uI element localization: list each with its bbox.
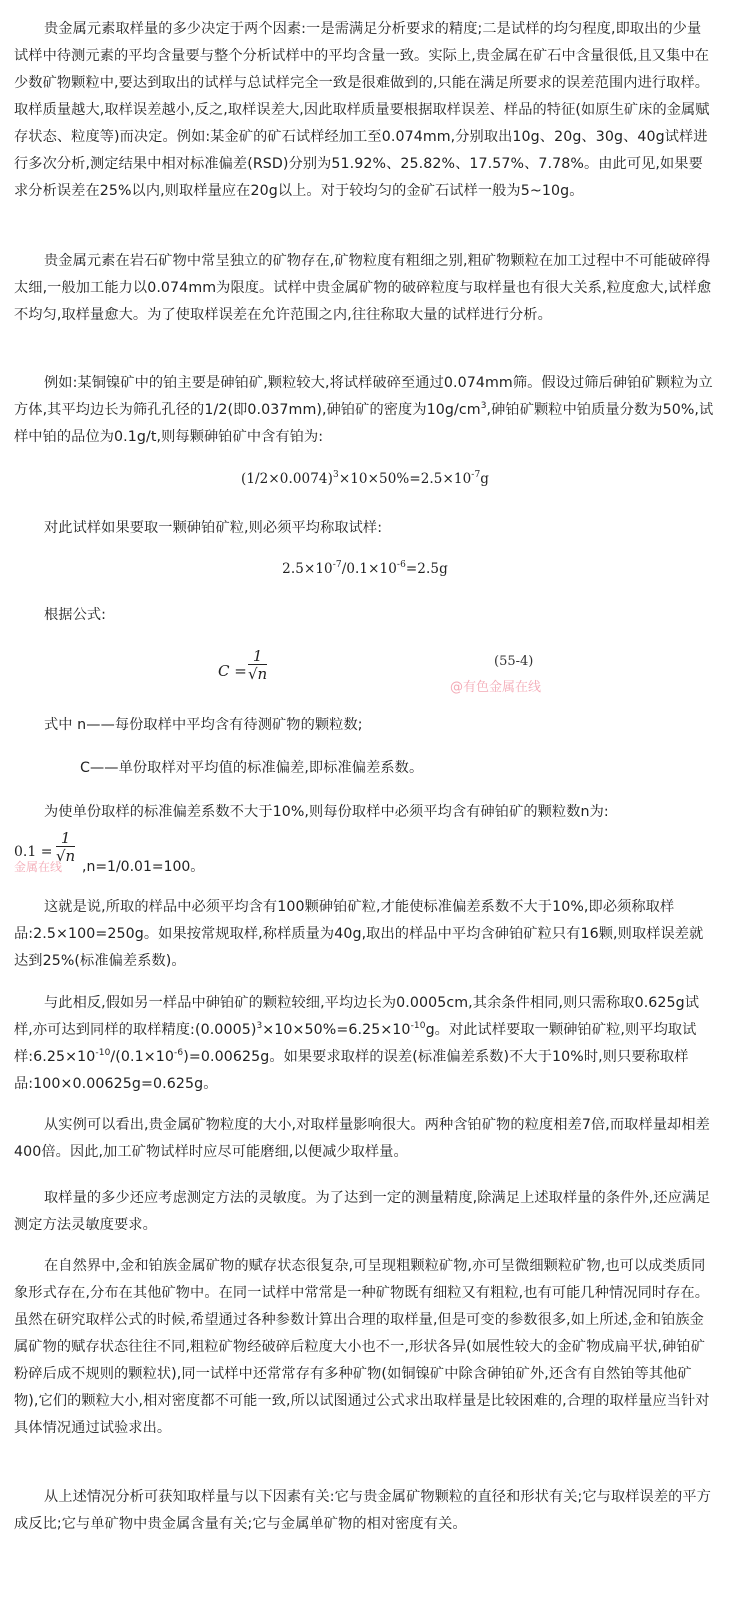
fraction-denominator: √n — [56, 847, 76, 865]
paragraph-formula-intro: 根据公式: — [44, 607, 107, 623]
paragraph-sampling-factors: 贵金属元素取样量的多少决定于两个因素:一是需满足分析要求的精度;二是试样的均匀程度,即取出的少量试样中待测元素的平均含量要与整个分析试样中的平均含量一致。实际上,贵金属在矿石中含量很低,且又集中在少数矿物颗粒中,要达到取出的试样与总试样完全一致是很难做到的,只能在满足所要求的误差范围内进行取样。取样质量越大,取样误差越小,反之,取样误差大,因此取样质量要根据取样误差、样品的特征(如原生矿床的金属赋存状态、粒度等)而决定。例如:某金矿的矿石试样经加工至0.074mm,分别取出10g、20g、30g、40g试样进行多次分析,测定结果中相对标准偏差(RSD)分别为51.92%、25.82%、17.57%、7.78%。由此可见,如果要求分析误差在25%以内,则取样量应在20g以上。对于较均匀的金矿石试样一般为5~10g。 — [14, 21, 710, 199]
fraction-denominator: √n — [248, 665, 268, 683]
formula-rhs: ,n=1/0.01=100。 — [82, 859, 205, 875]
formula-part: =2.5g — [405, 561, 448, 577]
text-segment: ,砷铂矿颗粒中铂质量分数为50%,试样中铂的品位为0.1g/t,则每颗砷铂矿中含有铂为: — [14, 402, 714, 445]
formula-lhs: C = — [218, 662, 247, 680]
paragraph-sample-per-grain: 对此试样如果要取一颗砷铂矿粒,则必须平均称取试样: — [44, 520, 383, 536]
fraction-one-over-root-n — [248, 648, 267, 683]
fraction-numerator: 1 — [248, 648, 267, 665]
formula-55-4 — [218, 648, 598, 698]
formula-platinum-mass — [0, 466, 730, 493]
paragraph-natural-occurrence: 在自然界中,金和铂族金属矿物的赋存状态很复杂,可呈现粗颗粒矿物,亦可呈微细颗粒矿物,也可以成类质同象形式存在,分布在其他矿物中。在同一试样中常常是一种矿物既有细粒又有粗粒,也有可能几种情况同时存在。虽然在研究取样公式的时候,希望通过各种参数计算出合理的取样量,但是可变的参数很多,如上所述,金和铂族金属矿物的赋存状态往往不同,粗粒矿物经破碎后粒度大小也不一,形状各异(如展性较大的金矿物成扁平状,砷铂矿粉碎后成不规则的颗粒状),同一试样中还常常存有多种矿物(如铜镍矿中除含砷铂矿外,还含有自然铂等其他矿物),它们的颗粒大小,相对密度都不可能一致,所以试图通过公式求出取样量是比较困难的,合理的取样量应当针对具体情况通过试验求出。 — [14, 1258, 710, 1436]
formula-part: (1/2×0.0074) — [240, 471, 333, 487]
superscript: -10 — [410, 1021, 426, 1031]
paragraph-conclusion-granularity: 从实例可以看出,贵金属矿物粒度的大小,对取样量影响很大。两种含铂矿物的粒度相差7倍,而取样量却相差400倍。因此,加工矿物试样时应尽可能磨细,以便减少取样量。 — [14, 1117, 710, 1160]
paragraph-example-copper-nickel — [14, 370, 714, 451]
formula-n-100 — [14, 830, 314, 880]
superscript: 3 — [480, 401, 487, 411]
text-segment: 与此相反,假如另一样品中砷铂矿的颗粒较细,平均边长为0.0005cm,其余条件相同,则只需称取0.625g试样,亦可达到同样的取样精度:(0.0005) — [14, 995, 700, 1038]
fraction-numerator: 1 — [56, 830, 75, 847]
formula-part: g — [480, 471, 490, 487]
definition-n: 式中 n——每份取样中平均含有待测矿物的颗粒数; — [44, 717, 363, 733]
text-segment: ×10×50%=6.25×10 — [262, 1022, 411, 1038]
paragraph-sensitivity: 取样量的多少还应考虑测定方法的灵敏度。为了达到一定的测量精度,除满足上述取样量的条件外,还应满足测定方法灵敏度要求。 — [14, 1190, 711, 1233]
formula-sample-mass — [0, 556, 730, 583]
definition-c: C——单份取样对平均值的标准偏差,即标准偏差系数。 — [80, 760, 424, 776]
text-segment: 例如:某铜镍矿中的铂主要是砷铂矿,颗粒较大,将试样破碎至通过0.074mm筛。假设过筛后砷铂矿颗粒为立方体,其平均边长为筛孔孔径的1/2(即0.037mm),砷铂矿的密度为10g/cm — [14, 375, 713, 418]
superscript: -7 — [471, 470, 481, 480]
formula-part: 2.5×10 — [282, 561, 333, 577]
text-segment: )=0.00625g。如果要求取样的误差(标准偏差系数)不大于10%时,则只要称取样品:100×0.00625g=0.625g。 — [14, 1049, 689, 1092]
text-segment: /(0.1×10 — [110, 1049, 175, 1065]
formula-lhs: 0.1 = — [14, 844, 53, 860]
text-segment: g。对此试样要取一颗砷铂矿粒,则平均取试样:6.25×10 — [14, 1022, 697, 1065]
paragraph-summary-factors: 从上述情况分析可获知取样量与以下因素有关:它与贵金属矿物颗粒的直径和形状有关;它与取样误差的平方成反比;它与单矿物中贵金属含量有关;它与金属单矿物的相对密度有关。 — [14, 1489, 711, 1532]
watermark: 金属在线 — [14, 860, 63, 874]
superscript: 3 — [332, 470, 339, 480]
paragraph-grain-count: 为使单份取样的标准偏差系数不大于10%,则每份取样中必须平均含有砷铂矿的颗粒数n为: — [44, 804, 609, 820]
superscript: -7 — [332, 560, 342, 570]
equation-number: (55-4) — [494, 654, 534, 669]
superscript: 3 — [256, 1021, 263, 1031]
formula-part: ×10×50%=2.5×10 — [338, 471, 472, 487]
superscript: -6 — [174, 1048, 184, 1058]
formula-part: /0.1×10 — [341, 561, 397, 577]
superscript: -6 — [396, 560, 406, 570]
paragraph-fine-grain-example — [14, 990, 714, 1098]
watermark: @有色金属在线 — [450, 680, 542, 695]
superscript: -10 — [95, 1048, 111, 1058]
paragraph-required-mass: 这就是说,所取的样品中必须平均含有100颗砷铂矿粒,才能使标准偏差系数不大于10%,即必须称取样品:2.5×100=250g。如果按常规取样,称样质量为40g,取出的样品中平均含砷铂矿粒只有16颗,则取样误差就达到25%(标准偏差系数)。 — [14, 899, 704, 969]
paragraph-particle-size: 贵金属元素在岩石矿物中常呈独立的矿物存在,矿物粒度有粗细之别,粗矿物颗粒在加工过程中不可能破碎得太细,一般加工能力以0.074mm为限度。试样中贵金属矿物的破碎粒度与取样量也有很大关系,粒度愈大,试样愈不均匀,取样量愈大。为了使取样误差在允许范围之内,往往称取大量的试样进行分析。 — [14, 253, 712, 323]
